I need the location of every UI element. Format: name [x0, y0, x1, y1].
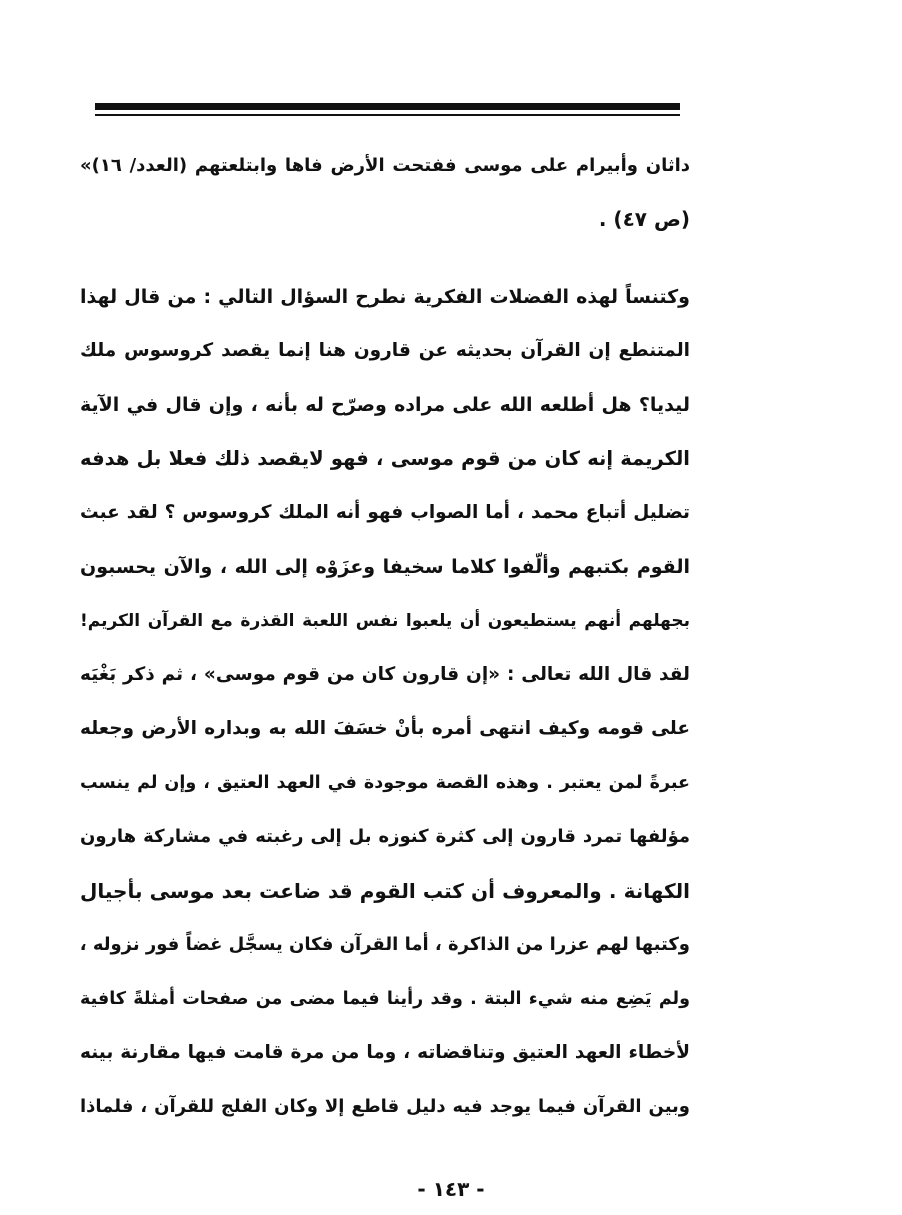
text-line: مؤلفها تمرد قارون إلى كثرة كنوزه بل إلى رغبته في مشاركة هارون: [80, 826, 690, 847]
text-line: تضليل أتباع محمد ، أما الصواب فهو أنه الملك كروسوس ؟ لقد عبث: [80, 502, 690, 523]
text-line: المتنطع إن القرآن بحديثه عن قارون هنا إنما يقصد كروسوس ملك: [80, 340, 690, 361]
page-number: - ١٤٣ -: [417, 1177, 485, 1201]
footnote-line: (ص ٤٧) .: [598, 207, 690, 231]
text-line: الكهانة . والمعروف أن كتب القوم قد ضاعت بعد موسى بأجيال: [80, 879, 690, 903]
header-rule-thin: [95, 114, 680, 116]
text-line: لقد قال الله تعالى : «إن قارون كان من قوم موسى» ، ثم ذكر بَغْيَه: [80, 664, 690, 685]
text-line: ولم يَضِع منه شيء البتة . وقد رأينا فيما مضى من صفحات أمثلةً كافية: [80, 989, 690, 1009]
footnote-line: داثان وأبيرام على موسى ففتحت الأرض فاها وابتلعتهم (العدد/ ١٦)»: [80, 155, 690, 176]
text-line: على قومه وكيف انتهى أمره بأنْ خسَفَ الله به وبداره الأرض وجعله: [80, 718, 690, 739]
text-line: الكريمة إنه كان من قوم موسى ، فهو لايقصد ذلك فعلا بل هدفه: [80, 447, 690, 470]
text-line: وكتنساً لهذه الفضلات الفكرية نطرح السؤال التالي : من قال لهذا: [80, 286, 690, 308]
text-line: عبرةً لمن يعتبر . وهذه القصة موجودة في العهد العتيق ، وإن لم ينسب: [80, 773, 690, 793]
text-line: لأخطاء العهد العتيق وتناقضاته ، وما من مرة قامت فيها مقارنة بينه: [80, 1042, 690, 1063]
text-line: وكتبها لهم عزرا من الذاكرة ، أما القرآن فكان يسجَّل غضاً فور نزوله ،: [79, 934, 690, 955]
text-line: القوم بكتبهم وألّفوا كلاما سخيفا وعزَوْه إلى الله ، والآن يحسبون: [80, 556, 690, 578]
text-line: بجهلهم أنهم يستطيعون أن يلعبوا نفس اللعبة القذرة مع القرآن الكريم!: [80, 611, 690, 631]
text-line: ليديا؟ هل أطلعه الله على مراده وصرّح له بأنه ، وإن قال في الآية: [80, 394, 690, 416]
text-line: وبين القرآن فيما يوجد فيه دليل قاطع إلا وكان الفلج للقرآن ، فلماذا: [80, 1096, 690, 1117]
header-rule-thick: [95, 103, 680, 110]
